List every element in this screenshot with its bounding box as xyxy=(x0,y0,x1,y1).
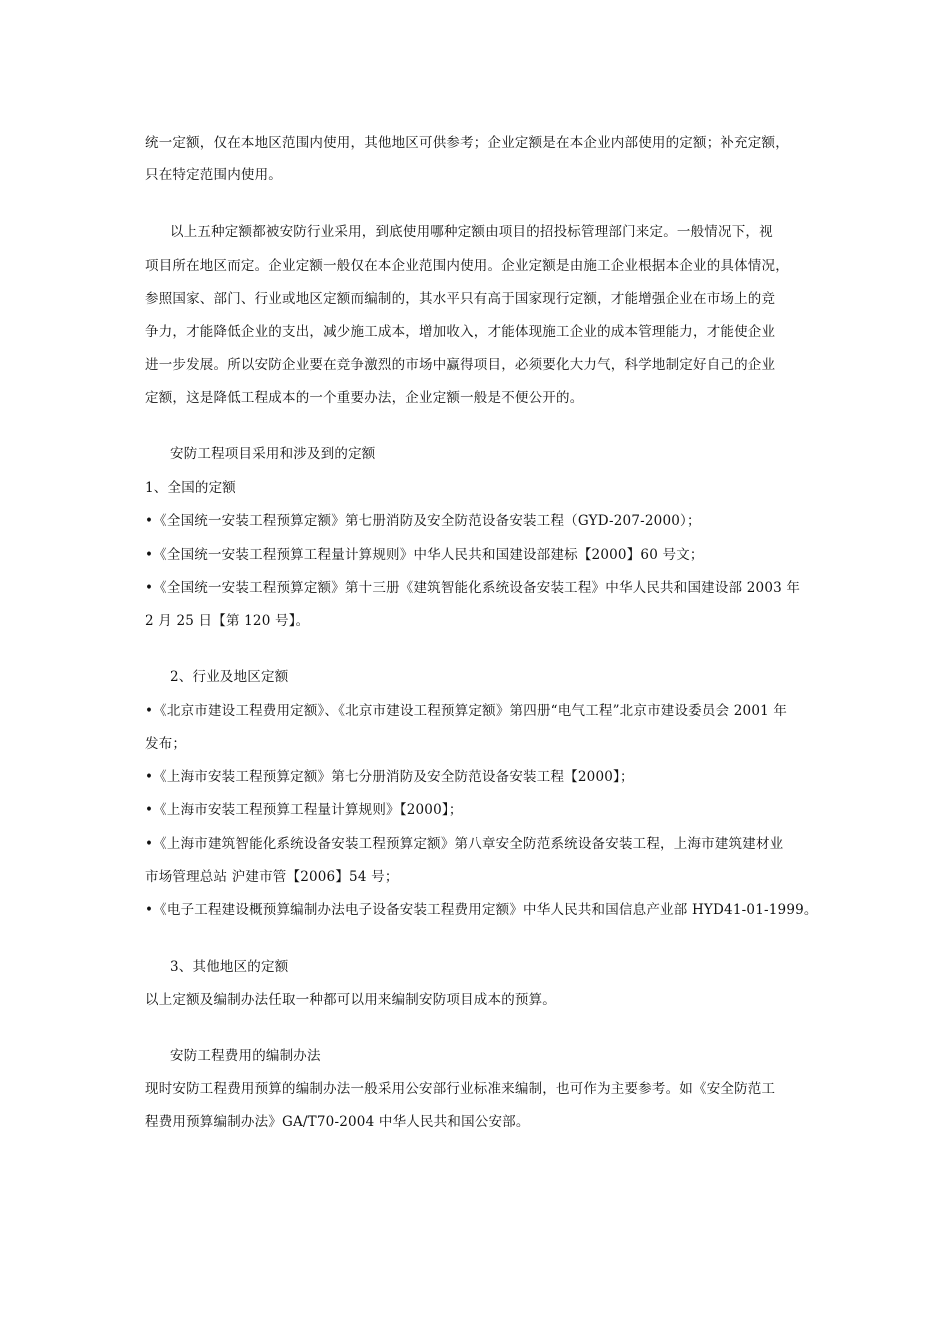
text-line: 参照国家、部门、行业或地区定额而编制的，其水平只有高于国家现行定额，才能增强企业在市场上的竞 xyxy=(145,291,776,307)
list-item: •《电子工程建设概预算编制办法电子设备安装工程费用定额》中华人民共和国信息产业部 HYD41-01-1999。 xyxy=(145,902,818,918)
list-item: •《全国统一安装工程预算定额》第十三册《建筑智能化系统设备安装工程》中华人民共和国建设部 2003 年 xyxy=(145,580,801,596)
text-line: 只在特定范围内使用。 xyxy=(145,167,282,183)
list-item-continuation: 市场管理总站 沪建市管【2006】54 号； xyxy=(145,869,399,885)
list-item-continuation: 2 月 25 日【第 120 号】。 xyxy=(145,613,310,629)
list-item: •《上海市安装工程预算工程量计算规则》【2000】； xyxy=(145,802,463,818)
text-line: 项目所在地区而定。企业定额一般仅在本企业范围内使用。企业定额是由施工企业根据本企业的具体情况， xyxy=(145,258,789,274)
subsection-heading: 1、全国的定额 xyxy=(145,480,236,496)
paragraph-start-line: 以上五种定额都被安防行业采用，到底使用哪种定额由项目的招投标管理部门来定。一般情况下，视 xyxy=(170,224,773,240)
text-line: 定额，这是降低工程成本的一个重要办法，企业定额一般是不便公开的。 xyxy=(145,390,584,406)
text-line: 程费用预算编制办法》GA/T70-2004 中华人民共和国公安部。 xyxy=(145,1114,530,1130)
text-line: 统一定额，仅在本地区范围内使用，其他地区可供参考；企业定额是在本企业内部使用的定额；补充定额， xyxy=(145,135,789,151)
list-item-continuation: 发布； xyxy=(145,736,187,752)
section-heading: 安防工程项目采用和涉及到的定额 xyxy=(170,446,376,462)
text-line: 现时安防工程费用预算的编制办法一般采用公安部行业标准来编制，也可作为主要参考。如《安全防范工 xyxy=(145,1081,776,1097)
list-item: •《北京市建设工程费用定额》、《北京市建设工程预算定额》第四册“电气工程”北京市建设委员会 2001 年 xyxy=(145,703,788,719)
text-line: 争力，才能降低企业的支出，减少施工成本，增加收入，才能体现施工企业的成本管理能力，才能使企业 xyxy=(145,324,776,340)
list-item: •《全国统一安装工程预算工程量计算规则》中华人民共和国建设部建标【2000】60 号文； xyxy=(145,547,704,563)
list-item: •《全国统一安装工程预算定额》第七册消防及安全防范设备安装工程（GYD-207-2000）； xyxy=(145,513,701,529)
text-line: 进一步发展。所以安防企业要在竞争激烈的市场中赢得项目，必须要化大力气，科学地制定好自己的企业 xyxy=(145,357,776,373)
list-item: •《上海市建筑智能化系统设备安装工程预算定额》第八章安全防范系统设备安装工程，上海市建筑建材业 xyxy=(145,836,784,852)
section-heading: 安防工程费用的编制办法 xyxy=(170,1048,321,1064)
text-line: 以上定额及编制办法任取一种都可以用来编制安防项目成本的预算。 xyxy=(145,992,556,1008)
subsection-heading: 3、其他地区的定额 xyxy=(170,959,289,975)
subsection-heading: 2、行业及地区定额 xyxy=(170,669,289,685)
list-item: •《上海市安装工程预算定额》第七分册消防及安全防范设备安装工程【2000】； xyxy=(145,769,634,785)
